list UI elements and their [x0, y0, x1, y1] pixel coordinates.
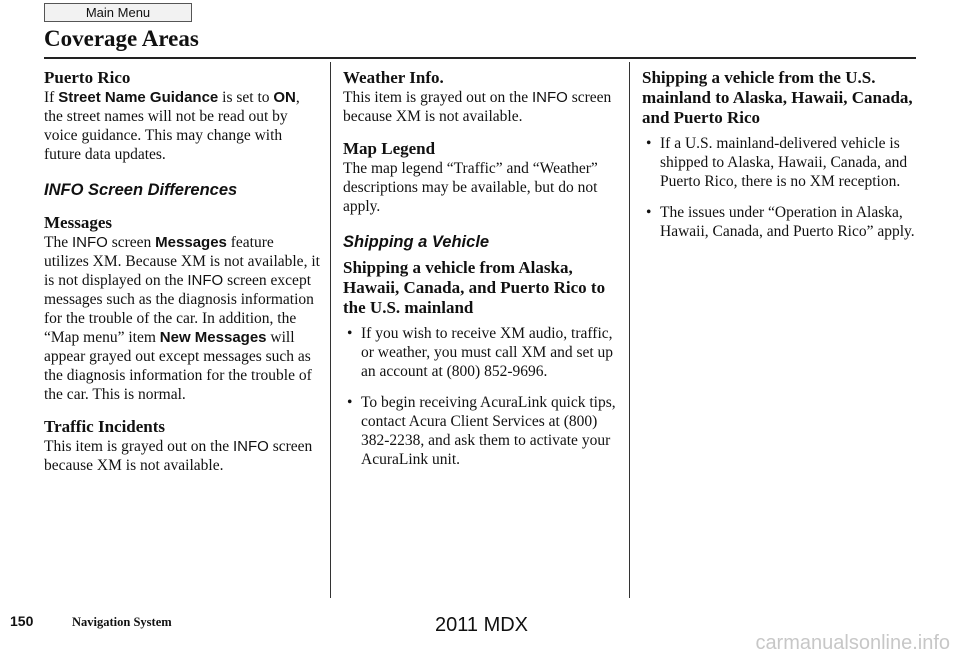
watermark: carmanualsonline.info: [755, 632, 950, 654]
text-run: screen except messages such as the diagnosis information for the trouble of the car. In addition, the “Map menu” item: [44, 272, 314, 346]
column-1: [44, 68, 320, 475]
weather-info-heading: Weather Info.: [343, 68, 444, 87]
traffic-incidents-text: [44, 437, 320, 475]
puerto-rico-heading: Puerto Rico: [44, 68, 131, 87]
map-legend-heading: Map Legend: [343, 139, 436, 158]
text-run: will appear grayed out except messages such as the diagnosis information for the trouble of the car. This is normal.: [44, 329, 312, 403]
shipping-from-mainland-heading: Shipping a vehicle from the U.S. mainland to Alaska, Hawaii, Canada, and Puerto Rico: [642, 68, 913, 127]
shipping-from-mainland-list: [642, 134, 918, 241]
info-term: INFO: [232, 438, 269, 455]
page-number: 150: [10, 613, 34, 629]
new-messages-term: New Messages: [159, 329, 267, 346]
text-run: screen because XM is not available.: [44, 438, 313, 474]
list-item: • The issues under “Operation in Alaska, Hawaii, Canada, and Puerto Rico” apply.: [642, 203, 918, 241]
footer-model-label: 2011 MDX: [435, 614, 529, 636]
info-term: INFO: [187, 272, 224, 289]
column-3: [642, 68, 918, 241]
text-run: feature utilizes XM. Because XM is not available, it is not displayed on the: [44, 234, 320, 289]
info-term: INFO: [531, 89, 568, 106]
text-run: screen because XM is not available.: [343, 89, 612, 125]
shipping-section-heading: Shipping a Vehicle: [343, 233, 490, 251]
street-name-guidance-term: Street Name Guidance: [58, 89, 219, 106]
column-divider: [330, 62, 331, 598]
weather-info-text: [343, 88, 619, 126]
shipping-to-mainland-list: [343, 324, 619, 469]
text-run: This item is grayed out on the: [44, 438, 233, 455]
info-screen-section-heading: INFO Screen Differences: [44, 181, 238, 199]
text-run: screen: [107, 234, 156, 251]
column-divider: [629, 62, 630, 598]
messages-text: [44, 233, 320, 404]
text-run: , the street names will not be read out by voice guidance. This may change with future data updates.: [44, 89, 300, 163]
text-run: The: [44, 234, 72, 251]
title-divider: [44, 57, 916, 59]
list-item: • If a U.S. mainland-delivered vehicle is shipped to Alaska, Hawaii, Canada, and Puerto Rico, there is no XM reception.: [642, 134, 918, 191]
puerto-rico-text: [44, 88, 320, 164]
text-run: This item is grayed out on the: [343, 89, 532, 106]
on-term: ON: [273, 89, 296, 106]
text-run: If: [44, 89, 59, 106]
footer-system-label: Navigation System: [72, 615, 172, 629]
main-menu-button[interactable]: Main Menu: [44, 3, 192, 22]
messages-term: Messages: [155, 234, 227, 251]
list-item: • To begin receiving AcuraLink quick tips, contact Acura Client Services at (800) 382-2238, and ask them to activate your AcuraLink unit.: [343, 393, 619, 469]
column-2: [343, 68, 619, 469]
traffic-incidents-heading: Traffic Incidents: [44, 417, 166, 436]
shipping-to-mainland-heading: Shipping a vehicle from Alaska, Hawaii, Canada, and Puerto Rico to the U.S. mainland: [343, 258, 606, 317]
list-item: • If you wish to receive XM audio, traffic, or weather, you must call XM and set up an account at (800) 852-9696.: [343, 324, 619, 381]
map-legend-text: The map legend “Traffic” and “Weather” descriptions may be available, but do not apply.: [343, 160, 598, 215]
page-title: Coverage Areas: [44, 26, 199, 51]
messages-heading: Messages: [44, 213, 112, 232]
text-run: is set to: [218, 89, 274, 106]
info-term: INFO: [71, 234, 108, 251]
